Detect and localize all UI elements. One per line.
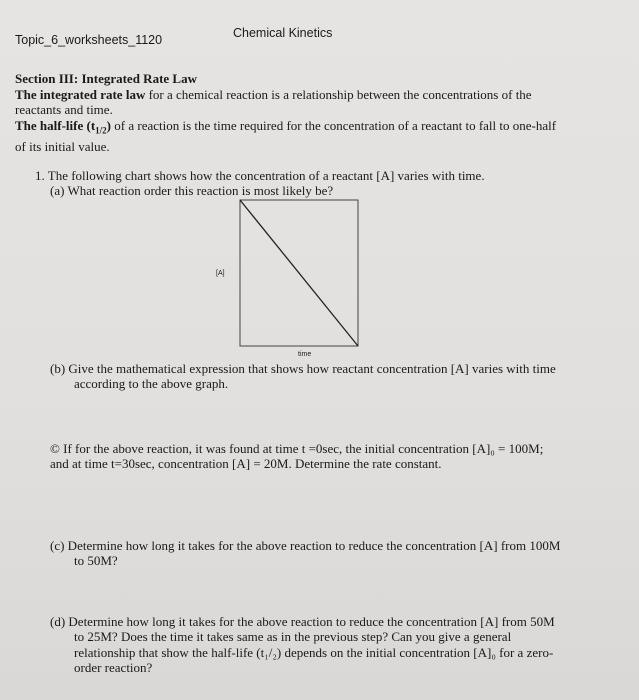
integrated-cont: reactants and time. [15,102,113,117]
question-c-line-2: and at time t=30sec, concentration [A] = 20M. Determine the rate constant. [50,456,442,471]
question-1: 1. The following chart shows how the concentration of a reactant [A] varies with time. [35,168,485,183]
concentration-time-chart [200,194,400,364]
question-d-line-1: (c) Determine how long it takes for the above reaction to reduce the concentration [A] from 100M [50,538,561,553]
half-life-close: ) [106,118,112,133]
half-life-definition [15,118,615,154]
question-e-line-1: (d) Determine how long it takes for the above reaction to reduce the concentration [A] from 50M [50,614,555,629]
question-1a: (a) What reaction order this reaction is most likely be? [50,183,334,198]
question-b-line-2: according to the above graph. [74,376,229,391]
question-e-line-2: to 25M? Does the time it takes same as in the previous step? Can you give a general [74,629,512,644]
question-e-line-3: relationship that show the half-life (t₁/₂) depends on the initial concentration [A]₀ for a zero- [74,645,554,660]
x-axis-label: time [298,351,312,358]
concentration-line [240,200,358,346]
question-b-line-1: (b) Give the mathematical expression that shows how reactant concentration [A] varies with time [50,361,556,376]
section-title: Section III: Integrated Rate Law [15,71,197,86]
half-life-cont: of its initial value. [15,138,110,154]
integrated-rest: for a chemical reaction is a relationship between the concentrations of the [145,87,532,102]
question-c-line-1: © If for the above reaction, it was found at time t =0sec, the initial concentration [A]₀ = 100M; [50,441,544,456]
half-life-term: The half-life (t [15,118,96,133]
integrated-term: The integrated rate law [15,87,146,102]
question-e-line-4: order reaction? [74,660,153,675]
chart-svg [200,194,400,364]
file-name: Topic_6_worksheets_1120 [15,33,163,47]
y-axis-label: [A] [216,270,225,277]
half-life-rest: of a reaction is the time required for the concentration of a reactant to fall to one-half [111,118,557,133]
integrated-rate-law-definition [15,87,615,117]
subject-title: Chemical Kinetics [233,26,333,40]
half-life-sub: 1/2 [95,125,107,136]
question-d-line-2: to 50M? [74,553,118,568]
